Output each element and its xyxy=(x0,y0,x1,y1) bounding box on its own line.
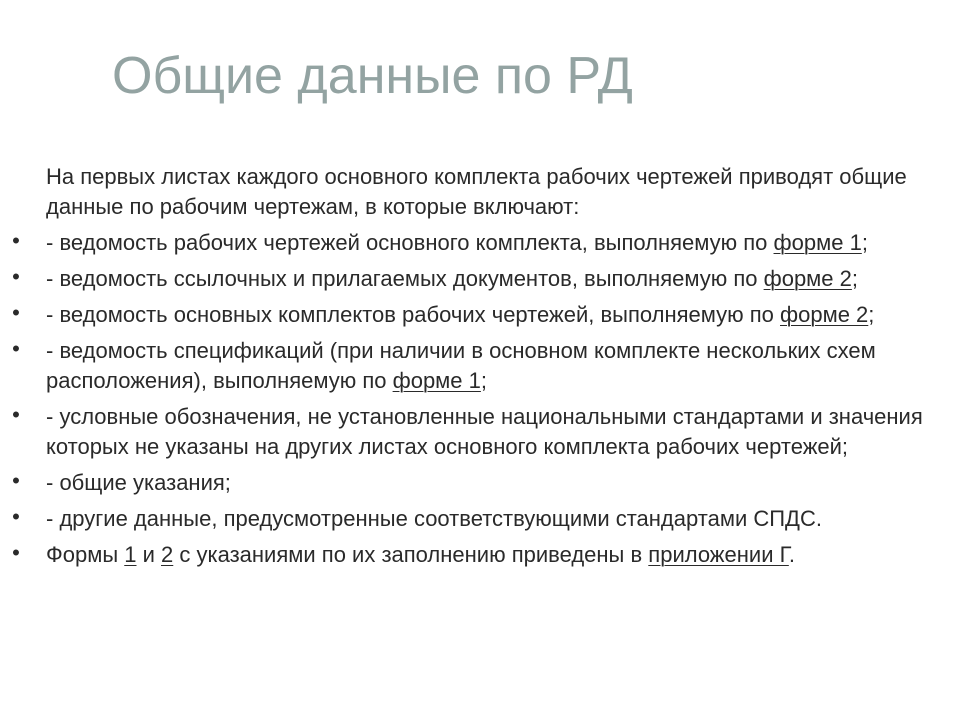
bullet-icon: • xyxy=(12,300,20,325)
list-item xyxy=(12,402,946,462)
final-text: и xyxy=(136,542,162,567)
bullet-icon: • xyxy=(12,228,20,253)
list-item-suffix: ; xyxy=(851,266,859,291)
list-item xyxy=(12,264,946,294)
bullet-icon: • xyxy=(12,468,20,493)
list-item-text: - ведомость спецификаций (при наличии в основном комплекте нескольких схем расположения), выполняемую по xyxy=(46,338,876,393)
content-body xyxy=(12,162,946,576)
form-link[interactable]: форме 2 xyxy=(780,302,869,327)
list-item-suffix: ; xyxy=(868,302,875,327)
form-2-link[interactable]: 2 xyxy=(161,542,174,567)
page-title: Общие данные по РД xyxy=(112,47,633,105)
list-item xyxy=(12,336,946,396)
list-item-text: - ведомость основных комплектов рабочих чертежей, выполняемую по xyxy=(46,302,781,327)
list-item xyxy=(12,300,946,330)
form-1-link[interactable]: 1 xyxy=(124,542,137,567)
bullet-icon: • xyxy=(12,336,20,361)
list-item-text: - ведомость ссылочных и прилагаемых документов, выполняемую по xyxy=(46,266,764,291)
form-link[interactable]: форме 1 xyxy=(392,368,481,393)
intro-paragraph: На первых листах каждого основного комплекта рабочих чертежей приводят общие данные по рабочим чертежам, в которые включают: xyxy=(46,164,907,219)
list-item xyxy=(12,468,946,498)
form-link[interactable]: форме 2 xyxy=(763,266,852,291)
final-paragraph xyxy=(12,540,946,570)
list-item-text: - другие данные, предусмотренные соответствующими стандартами СПДС. xyxy=(46,506,822,531)
list-item-text: - общие указания; xyxy=(46,470,231,495)
list-item xyxy=(12,504,946,534)
form-link[interactable]: форме 1 xyxy=(773,230,862,255)
list-item-suffix: ; xyxy=(861,230,868,255)
appendix-link[interactable]: приложении Г xyxy=(648,542,789,567)
list-item-text: - условные обозначения, не установленные национальными стандартами и значения которых не указаны на других листах основного комплекта рабочих чертежей; xyxy=(46,404,923,459)
final-text: Формы xyxy=(46,542,125,567)
list-item-text: - ведомость рабочих чертежей основного комплекта, выполняемую по xyxy=(46,230,774,255)
list-item-suffix: ; xyxy=(480,368,488,393)
bullet-icon: • xyxy=(12,540,20,565)
final-text: . xyxy=(788,542,795,567)
list-item xyxy=(12,228,946,258)
final-text: с указаниями по их заполнению приведены в xyxy=(173,542,649,567)
bullet-icon: • xyxy=(12,402,20,427)
bullet-icon: • xyxy=(12,264,20,289)
bullet-icon: • xyxy=(12,504,20,529)
